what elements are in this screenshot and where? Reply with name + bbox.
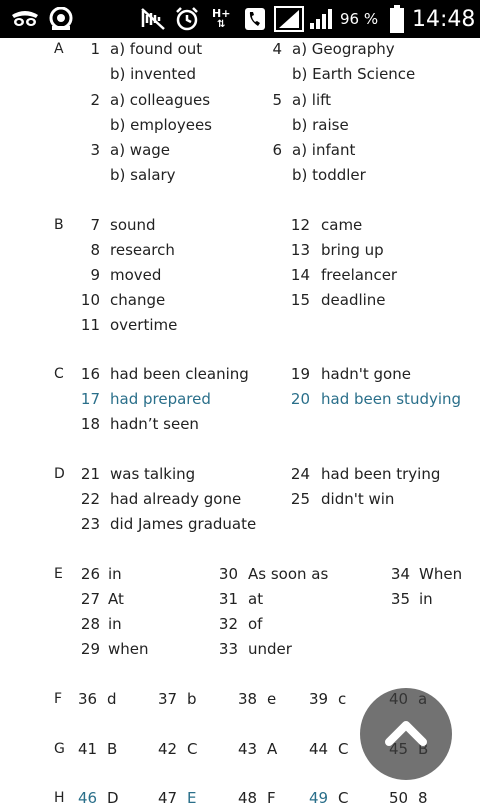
answer-text: D [107, 789, 119, 807]
item-number: 30 [218, 565, 238, 583]
item-number: 13 [290, 241, 310, 259]
answer-text: At [108, 590, 124, 608]
answer-text: in [419, 590, 433, 608]
item-number: 31 [218, 590, 238, 608]
answer-a: a) lift [292, 91, 332, 109]
item-number: 1 [90, 40, 100, 58]
network-arrows-icon: H+ ⇅ [212, 7, 231, 30]
item-number: 38 [238, 690, 258, 708]
alarm-icon [174, 0, 200, 38]
answer-text: in [108, 565, 122, 583]
answer-text: when [108, 640, 149, 658]
item-number: 24 [290, 465, 310, 483]
item-number: 28 [80, 615, 100, 633]
item-number: 18 [80, 415, 100, 433]
battery-icon [390, 0, 404, 38]
section-label-e: E [54, 566, 63, 582]
network-type: H+ [212, 7, 231, 20]
section-label-d: D [54, 466, 65, 482]
item-number: 48 [238, 789, 258, 807]
item-number: 49 [309, 789, 329, 807]
item-number: 25 [290, 490, 310, 508]
item-number: 32 [218, 615, 238, 633]
item-number: 11 [80, 316, 100, 334]
phone-icon [244, 0, 266, 38]
battery-percent: 96 % [340, 10, 379, 28]
item-number: 23 [80, 515, 100, 533]
item-number: 50 [389, 789, 409, 807]
answer-text: had prepared [110, 390, 211, 408]
item-number: 5 [272, 91, 282, 109]
item-number: 46 [78, 789, 98, 807]
answer-text: had been cleaning [110, 365, 249, 383]
answer-text: deadline [321, 291, 386, 309]
screen-cast-icon [48, 0, 74, 38]
answer-text: B [107, 740, 118, 758]
item-number: 26 [80, 565, 100, 583]
item-number: 37 [158, 690, 178, 708]
answer-text: change [110, 291, 166, 309]
item-number: 16 [80, 365, 100, 383]
section-label-g: G [54, 741, 65, 757]
answer-text: c [338, 690, 347, 708]
answer-text: hadn't gone [321, 365, 411, 383]
answer-key-page [0, 38, 480, 807]
item-number: 36 [78, 690, 98, 708]
answer-text: When [419, 565, 463, 583]
section-label-f: F [54, 691, 63, 707]
answer-text: had been studying [321, 390, 462, 408]
section-label-b: B [54, 217, 64, 233]
answer-text: C [338, 789, 349, 807]
answer-text: under [248, 640, 292, 658]
scroll-to-top-button[interactable] [360, 688, 452, 780]
answer-text: E [187, 789, 197, 807]
item-number: 33 [218, 640, 238, 658]
answer-text: had been trying [321, 465, 441, 483]
answer-text: overtime [110, 316, 178, 334]
answer-b: b) Earth Science [292, 65, 416, 83]
item-number: 3 [90, 141, 100, 159]
item-number: 42 [158, 740, 178, 758]
answer-text: F [267, 789, 276, 807]
item-number: 6 [272, 141, 282, 159]
item-number: 17 [80, 390, 100, 408]
answer-text: didn't win [321, 490, 395, 508]
item-number: 19 [290, 365, 310, 383]
mute-icon [140, 0, 166, 38]
answer-text: sound [110, 216, 156, 234]
answer-text: of [248, 615, 263, 633]
answer-b: b) employees [110, 116, 212, 134]
item-number: 20 [290, 390, 310, 408]
item-number: 41 [78, 740, 98, 758]
answer-a: a) infant [292, 141, 356, 159]
item-number: 22 [80, 490, 100, 508]
answer-text: As soon as [248, 565, 329, 583]
signal-icon [274, 0, 304, 38]
section-label-a: A [54, 41, 64, 57]
section-label-h: H [54, 790, 65, 806]
answer-text: C [338, 740, 349, 758]
item-number: 10 [80, 291, 100, 309]
answer-text: d [107, 690, 117, 708]
item-number: 9 [90, 266, 100, 284]
answer-a: a) found out [110, 40, 203, 58]
item-number: 34 [390, 565, 410, 583]
item-number: 2 [90, 91, 100, 109]
item-number: 4 [272, 40, 282, 58]
answer-b: b) toddler [292, 166, 366, 184]
item-number: 35 [390, 590, 410, 608]
answer-b: b) raise [292, 116, 349, 134]
incognito-icon [10, 0, 40, 38]
item-number: 15 [290, 291, 310, 309]
section-label-c: C [54, 366, 64, 382]
item-number: 14 [290, 266, 310, 284]
status-bar [0, 0, 480, 38]
answer-text: did James graduate [110, 515, 257, 533]
answer-a: a) Geography [292, 40, 395, 58]
item-number: 44 [309, 740, 329, 758]
answer-text: freelancer [321, 266, 398, 284]
answer-a: a) wage [110, 141, 171, 159]
answer-text: 8 [418, 789, 428, 807]
answer-text: came [321, 216, 363, 234]
answer-text: b [187, 690, 197, 708]
item-number: 47 [158, 789, 178, 807]
item-number: 27 [80, 590, 100, 608]
answer-text: research [110, 241, 175, 259]
chevron-up-icon [384, 717, 428, 751]
answer-text: C [187, 740, 198, 758]
answer-text: moved [110, 266, 162, 284]
item-number: 21 [80, 465, 100, 483]
answer-text: hadn’t seen [110, 415, 199, 433]
answer-text: at [248, 590, 264, 608]
answer-text: in [108, 615, 122, 633]
clock: 14:48 [412, 6, 476, 32]
answer-text: e [267, 690, 277, 708]
signal-icon-2 [308, 0, 334, 38]
answer-b: b) invented [110, 65, 197, 83]
item-number: 39 [309, 690, 329, 708]
item-number: 7 [90, 216, 100, 234]
item-number: 8 [90, 241, 100, 259]
answer-text: had already gone [110, 490, 242, 508]
item-number: 12 [290, 216, 310, 234]
answer-text: A [267, 740, 278, 758]
answer-a: a) colleagues [110, 91, 211, 109]
item-number: 43 [238, 740, 258, 758]
item-number: 29 [80, 640, 100, 658]
answer-text: was talking [110, 465, 196, 483]
answer-text: bring up [321, 241, 384, 259]
answer-b: b) salary [110, 166, 176, 184]
